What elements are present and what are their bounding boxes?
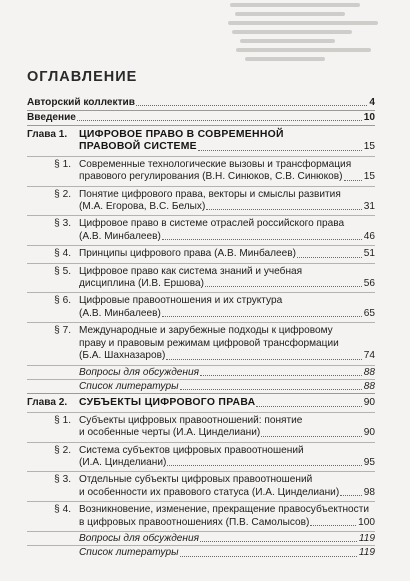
dot-leader: [344, 180, 362, 181]
section-title-line: дисциплина (И.В. Ершова): [79, 278, 205, 290]
chapter-label: Глава 1.: [27, 129, 68, 140]
toc-section: [27, 471, 375, 501]
toc-chapter: [27, 393, 375, 411]
dot-leader: [297, 257, 362, 258]
section-page: 65: [363, 307, 375, 319]
extra-item-page: 88: [363, 380, 375, 392]
extra-item-page: 88: [363, 366, 375, 378]
section-page: 56: [363, 278, 375, 290]
toc-section: [27, 292, 375, 322]
section-page: 15: [363, 171, 375, 183]
section-title-line: правового регулирования (В.Н. Синюков, С.В. Синюков): [79, 171, 343, 183]
reverse-page-show-through: [0, 0, 410, 62]
dot-leader: [136, 105, 367, 106]
dot-leader: [310, 525, 356, 526]
section-number: § 1.: [54, 414, 71, 426]
extra-item-label: Список литературы: [79, 380, 179, 392]
dot-leader: [162, 239, 362, 240]
section-number: § 4.: [54, 248, 71, 260]
dot-leader: [206, 209, 361, 210]
toc-item-label: Введение: [27, 112, 76, 123]
section-title-line: Понятие цифрового права, векторы и смыслы развития: [79, 188, 341, 200]
section-page: 51: [363, 248, 375, 260]
section-number: § 2.: [54, 444, 71, 456]
toc-extra-item: [27, 531, 375, 545]
toc-section: [27, 442, 375, 472]
extra-item-page: 119: [358, 547, 375, 559]
toc-section: [27, 245, 375, 262]
section-title-line: Современные технологические вызовы и трансформация: [79, 158, 352, 170]
section-title-line: (М.А. Егорова, В.С. Белых): [79, 201, 206, 213]
chapter-title-line: СУБЪЕКТЫ ЦИФРОВОГО ПРАВА: [79, 397, 256, 409]
section-title-line: (А.В. Минбалеев): [79, 307, 161, 319]
dot-leader: [256, 406, 361, 407]
toc-item-label: Авторский коллектив: [27, 97, 135, 108]
dot-leader: [180, 389, 362, 390]
dot-leader: [180, 556, 357, 557]
dot-leader: [77, 120, 362, 121]
extra-item-label: Вопросы для обсуждения: [79, 366, 199, 378]
dot-leader: [166, 359, 361, 360]
section-number: § 3.: [54, 218, 71, 230]
section-title-line: и особенные черты (И.А. Цинделиани): [79, 427, 261, 439]
section-title-line: в цифровых правоотношениях (П.В. Самолысов): [79, 516, 310, 528]
section-title-line: Отдельные субъекты цифровых правоотношений: [79, 474, 313, 486]
toc-item-page: 10: [363, 112, 375, 123]
section-page: 98: [363, 486, 375, 498]
toc-extra-item: [27, 545, 375, 559]
section-title-line: Цифровое право в системе отраслей российского права: [79, 218, 345, 230]
dot-leader: [200, 541, 357, 542]
chapter-label: Глава 2.: [27, 397, 68, 409]
dot-leader: [198, 150, 362, 151]
toc-front-item: [27, 96, 375, 110]
toc-section: [27, 156, 375, 186]
dot-leader: [340, 495, 362, 496]
toc-section: [27, 322, 375, 364]
page-title: ОГЛАВЛЕНИЕ: [27, 69, 138, 85]
section-page: 31: [363, 201, 375, 213]
section-title-line: Принципы цифрового права (А.В. Минбалеев): [79, 248, 296, 260]
section-page: 74: [363, 350, 375, 362]
section-number: § 6.: [54, 295, 71, 307]
chapter-page: 15: [363, 141, 375, 153]
section-number: § 7.: [54, 325, 71, 337]
toc-item-page: 4: [369, 97, 375, 108]
chapter-title-line: ПРАВОВОЙ СИСТЕМЕ: [79, 141, 197, 153]
toc-chapter: [27, 125, 375, 156]
section-title-line: праву и правовым режимам цифровой трансформации: [79, 337, 339, 349]
section-page: 95: [363, 456, 375, 468]
toc-extra-item: [27, 365, 375, 379]
section-page: 90: [363, 427, 375, 439]
extra-item-page: 119: [358, 532, 375, 544]
chapter-title-line: ЦИФРОВОЕ ПРАВО В СОВРЕМЕННОЙ: [79, 129, 284, 140]
toc-section: [27, 215, 375, 245]
toc-extra-item: [27, 379, 375, 393]
section-title-line: (А.В. Минбалеев): [79, 230, 161, 242]
section-page: 46: [363, 230, 375, 242]
toc-section: [27, 186, 375, 216]
section-title-line: Цифровое право как система знаний и учебная: [79, 265, 303, 277]
section-title-line: (Б.А. Шахназаров): [79, 350, 166, 362]
dot-leader: [167, 465, 361, 466]
extra-item-label: Список литературы: [79, 547, 179, 559]
section-title-line: (И.А. Цинделиани): [79, 456, 167, 468]
section-number: § 5.: [54, 265, 71, 277]
section-number: § 4.: [54, 504, 71, 516]
section-number: § 1.: [54, 158, 71, 170]
section-title-line: Субъекты цифровых правоотношений: понятие: [79, 414, 303, 426]
toc-front-item: [27, 110, 375, 125]
section-title-line: Возникновение, изменение, прекращение правосубъектности: [79, 504, 369, 516]
section-title-line: Международные и зарубежные подходы к цифровому: [79, 325, 333, 337]
table-of-contents: [27, 96, 375, 560]
section-title-line: Система субъектов цифровых правоотношений: [79, 444, 304, 456]
section-page: 100: [358, 516, 375, 528]
toc-section: [27, 501, 375, 531]
toc-section: [27, 412, 375, 442]
toc-section: [27, 263, 375, 293]
section-number: § 3.: [54, 474, 71, 486]
dot-leader: [205, 286, 362, 287]
extra-item-label: Вопросы для обсуждения: [79, 532, 199, 544]
dot-leader: [261, 436, 362, 437]
section-title-line: Цифровые правоотношения и их структура: [79, 295, 283, 307]
dot-leader: [200, 375, 362, 376]
section-title-line: и особенности их правового статуса (И.А. Цинделиани): [79, 486, 340, 498]
chapter-page: 90: [363, 397, 375, 409]
section-number: § 2.: [54, 188, 71, 200]
dot-leader: [162, 316, 362, 317]
